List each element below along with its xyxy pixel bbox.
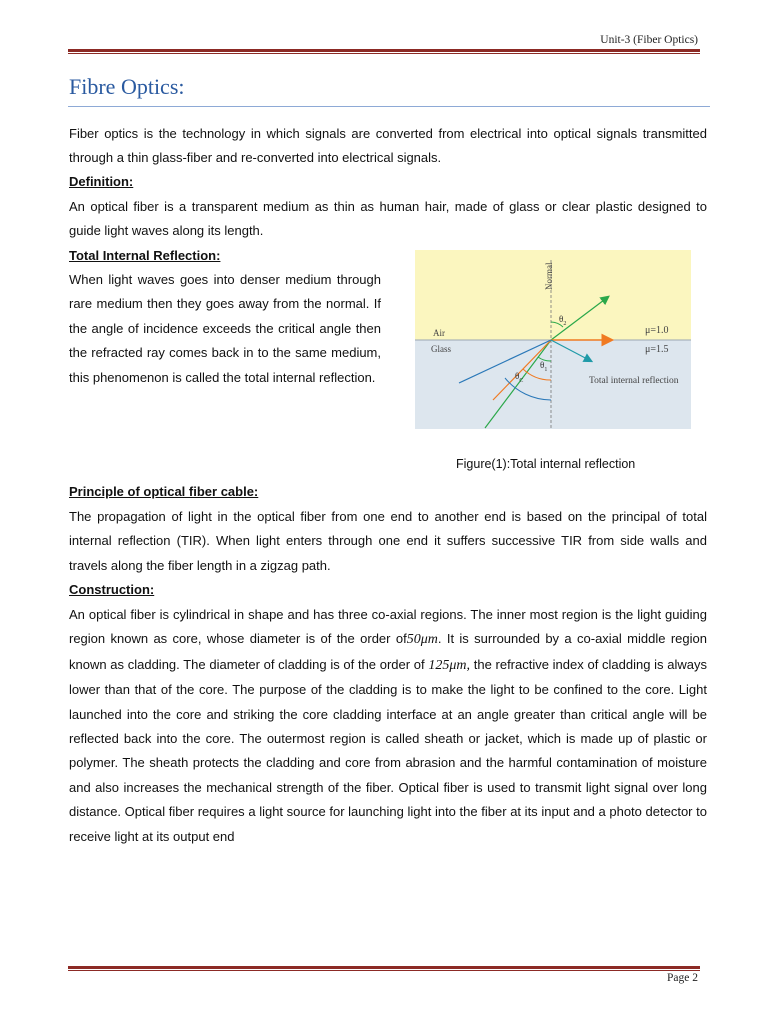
page-header: Unit-3 (Fiber Optics) (600, 34, 698, 46)
principle-heading: Principle of optical fiber cable: (69, 484, 259, 499)
definition-heading: Definition: (69, 174, 134, 189)
header-rule-thin (68, 53, 700, 54)
construction-heading: Construction: (69, 582, 155, 597)
core-diameter: 50μm (406, 632, 438, 648)
tir-paragraph: When light waves goes into denser medium through rare medium then they goes away from the normal. If the angle of incidence exceeds the critical angle then the refracted ray comes back in to the same medium, this phenomenon is called the total internal reflection. (69, 272, 381, 385)
mu-air-label: μ=1.0 (645, 325, 669, 336)
footer-rule-thin (68, 970, 700, 971)
tir-figure-label: Total internal reflection (589, 376, 679, 386)
thetac-label: $\theta_C$ (515, 371, 524, 384)
theta1-label: $\theta_1$ (540, 360, 548, 373)
header-rule (68, 49, 700, 52)
theta2-label: $\theta_2$ (559, 314, 567, 327)
construction-paragraph: An optical fiber is cylindrical in shape and has three co-axial regions. The inner most region is the light guiding region known as core, whose diameter is of the order of50μm. It is surrounded by a co-axial middle region known as cladding. The diameter of cladding is of the order of 125μm, the refractive index of cladding is always lower than that of the core. The purpose of the cladding is to make the light to be confined to the core. Light launched into the core and striking the core cladding interface at an angle greater than critical angle will be reflected back into the core. The outermost region is called sheath or jacket, which is made up of plastic or polymer. The sheath protects the cladding and core from abrasion and the harmful contamination of moisture and also increases the mechanical strength of the fiber. Optical fiber is used to transmit light signal over long distance. Optical fiber requires a light source for launching light into the fiber at its input and a photo detector to receive light at its output end (69, 607, 707, 844)
cladding-diameter: 125μm, (428, 657, 471, 673)
page-title: Fibre Optics: (69, 74, 185, 99)
title-underline (68, 106, 710, 107)
tir-figure (415, 250, 691, 429)
principle-paragraph: The propagation of light in the optical fiber from one end to another end is based on the principal of total internal reflection (TIR). When light enters through one end it suffers successive TIR from side walls and travels along the fiber length in a zigzag path. (69, 509, 707, 573)
air-label: Air (433, 328, 445, 338)
normal-label: Normal (544, 262, 554, 290)
footer-rule (68, 966, 700, 969)
page-number: Page 2 (667, 972, 698, 984)
definition-paragraph: An optical fiber is a transparent medium as thin as human hair, made of glass or clear plastic designed to guide light waves along its length. (69, 199, 707, 239)
intro-paragraph: Fiber optics is the technology in which signals are converted from electrical into optical signals transmitted through a thin glass-fiber and re-converted into electrical signals. (69, 126, 707, 166)
mu-glass-label: μ=1.5 (645, 344, 669, 355)
glass-label: Glass (431, 344, 451, 354)
figure-caption: Figure(1):Total internal reflection (456, 457, 636, 471)
tir-heading: Total Internal Reflection: (69, 248, 221, 263)
